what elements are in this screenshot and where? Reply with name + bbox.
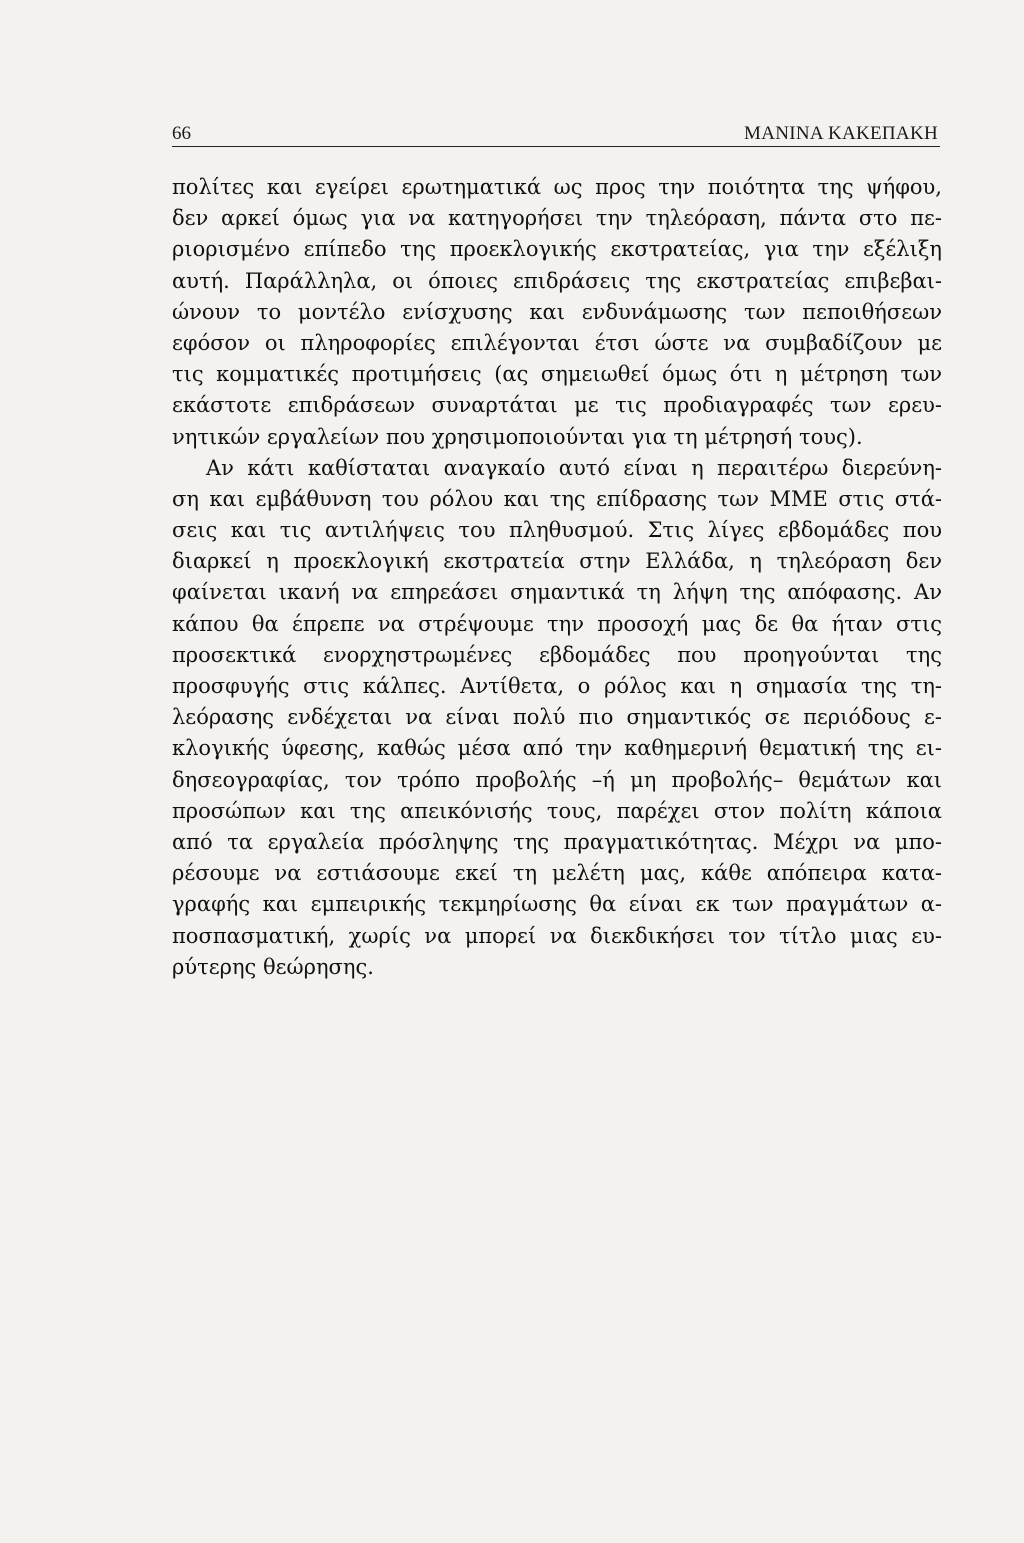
text-line: δησεογραφίας, τον τρόπο προβολής –ή μη προβολής– θεμάτων και bbox=[172, 767, 942, 792]
running-header bbox=[172, 117, 940, 147]
text-line: ριορισμένο επίπεδο της προεκλογικής εκστρατείας, για την εξέλιξη bbox=[172, 237, 942, 262]
text-line: διαρκεί η προεκλογική εκστρατεία στην Ελλάδα, η τηλεόραση δεν bbox=[172, 549, 942, 574]
text-line: εκάστοτε επιδράσεων συναρτάται με τις προδιαγραφές των ερευ- bbox=[172, 393, 942, 418]
text-line: ώνουν το μοντέλο ενίσχυσης και ενδυνάμωσης των πεποιθήσεων bbox=[172, 299, 942, 324]
text-line: πολίτες και εγείρει ερωτηματικά ως προς την ποιότητα της ψήφου, bbox=[172, 175, 942, 199]
text-line: φαίνεται ικανή να επηρεάσει σημαντικά τη λήψη της απόφασης. Αν bbox=[172, 580, 942, 605]
text-line: από τα εργαλεία πρόσληψης της πραγματικότητας. Μέχρι να μπο- bbox=[172, 829, 942, 854]
text-line: τις κομματικές προτιμήσεις (ας σημειωθεί όμως ότι η μέτρηση των bbox=[172, 362, 942, 387]
running-head-author: ΜΑΝΙΝΑ ΚΑΚΕΠΑΚΗ bbox=[744, 123, 938, 144]
text-line: κλογικής ύφεσης, καθώς μέσα από την καθημερινή θεματική της ει- bbox=[172, 736, 942, 761]
text-line: ρύτερης θεώρησης. bbox=[172, 954, 374, 979]
text-line: προσεκτικά ενορχηστρωμένες εβδομάδες που προηγούνται της bbox=[172, 642, 942, 667]
text-line: ποσπασματική, χωρίς να μπορεί να διεκδικήσει τον τίτλο μιας ευ- bbox=[172, 923, 942, 948]
text-line: σεις και τις αντιλήψεις του πληθυσμού. Στις λίγες εβδομάδες που bbox=[172, 518, 942, 543]
text-line: εφόσον οι πληροφορίες επιλέγονται έτσι ώστε να συμβαδίζουν με bbox=[172, 330, 942, 355]
text-line: κάπου θα έπρεπε να στρέψουμε την προσοχή μας δε θα ήταν στις bbox=[172, 611, 942, 636]
text-line: λεόρασης ενδέχεται να είναι πολύ πιο σημαντικός σε περιόδους ε- bbox=[172, 705, 942, 730]
text-line: νητικών εργαλείων που χρησιμοποιούνται για τη μέτρησή τους). bbox=[172, 424, 863, 449]
body-text bbox=[172, 172, 942, 983]
text-line: προσώπων και της απεικόνισής τους, παρέχει στον πολίτη κάποια bbox=[172, 798, 942, 823]
text-line: ση και εμβάθυνση του ρόλου και της επίδρασης των ΜΜΕ στις στά- bbox=[172, 486, 942, 511]
text-line: γραφής και εμπειρικής τεκμηρίωσης θα είναι εκ των πραγμάτων α- bbox=[172, 892, 942, 917]
text-line: αυτή. Παράλληλα, οι όποιες επιδράσεις της εκστρατείας επιβεβαι- bbox=[172, 268, 942, 293]
text-line: ρέσουμε να εστιάσουμε εκεί τη μελέτη μας, κάθε απόπειρα κατα- bbox=[172, 861, 942, 886]
page-number: 66 bbox=[172, 123, 191, 144]
header-rule bbox=[172, 146, 940, 147]
text-line-paragraph-start: Αν κάτι καθίσταται αναγκαίο αυτό είναι η περαιτέρω διερεύνη- bbox=[206, 455, 942, 480]
text-line: προσφυγής στις κάλπες. Αντίθετα, ο ρόλος και η σημασία της τη- bbox=[172, 674, 942, 698]
text-line: δεν αρκεί όμως για να κατηγορήσει την τηλεόραση, πάντα στο πε- bbox=[172, 206, 942, 231]
